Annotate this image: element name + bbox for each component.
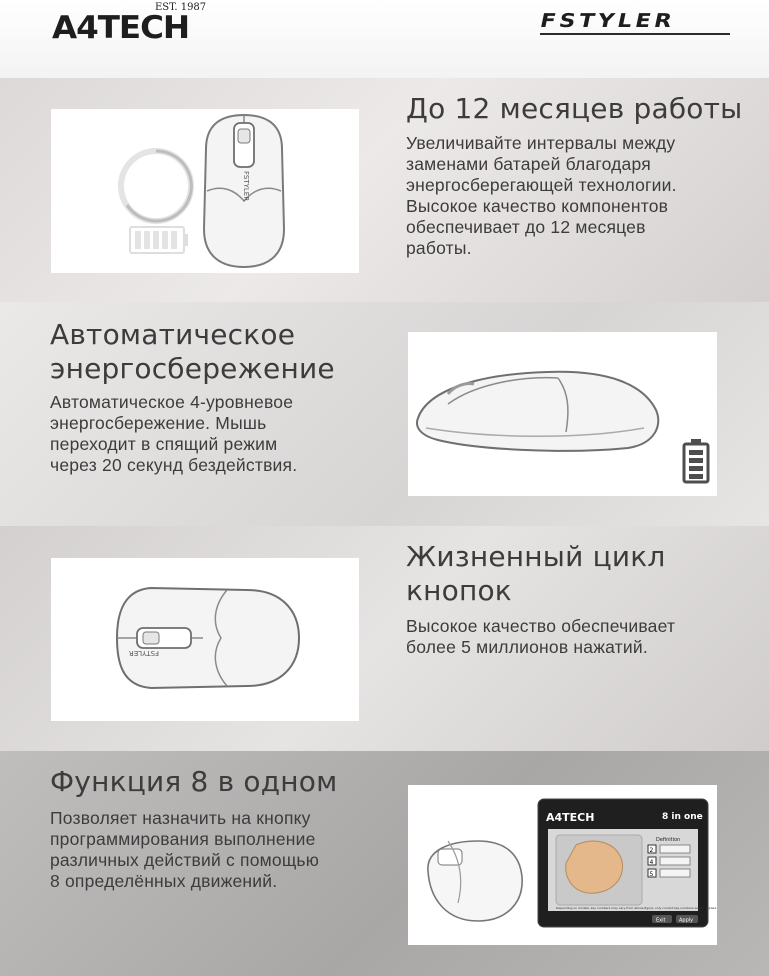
button-lifecycle-image	[51, 558, 359, 721]
feature-8-in-one	[0, 751, 769, 976]
key-number-4: 4	[649, 859, 654, 866]
feature-auto-power-saving	[0, 302, 769, 526]
a4tech-logo	[52, 4, 212, 44]
key-number-2: 2	[649, 847, 654, 854]
eight-in-one-image	[408, 785, 717, 945]
feature-button-lifecycle	[0, 526, 769, 751]
power-saving-image	[408, 332, 717, 496]
brand-established: EST. 1987	[155, 2, 207, 13]
exit-button[interactable]: Exit	[656, 917, 666, 924]
mouse-rotated-view-icon	[117, 588, 299, 688]
eight-in-one-heading: Функция 8 в одном	[50, 765, 338, 798]
mouse-top-view-icon	[204, 115, 284, 267]
fstyler-logo: FSTYLER	[538, 10, 678, 32]
battery-life-description: Увеличивайте интервалы между заменами батарей благодаря энергосберегающей технологии. Высокое качество компонентов обеспечивает до 12 месяцев работы.	[406, 133, 677, 258]
feature-battery-life	[0, 78, 769, 302]
mouse-sketch-icon	[428, 841, 522, 921]
power-saving-description: Автоматическое 4-уровневое энергосбережение. Мышь переходит в спящий режим через 20 секунд бездействия.	[50, 392, 298, 475]
svg-text:FSTYLER: FSTYLER	[128, 649, 159, 657]
button-lifecycle-heading: Жизненный цикл кнопок	[406, 540, 666, 607]
button-lifecycle-description: Высокое качество обеспечивает более 5 миллионов нажатий.	[406, 616, 676, 657]
power-saving-heading: Автоматическое энергосбережение	[50, 318, 335, 385]
key-number-5: 5	[649, 871, 654, 878]
battery-life-image	[51, 109, 359, 273]
hint-text: Depending on models, key numbers may vary from above figure, only current key numbers will be applied.	[556, 906, 717, 910]
battery-life-heading: До 12 месяцев работы	[406, 92, 743, 125]
definition-label: Definition	[656, 837, 681, 843]
logo-underline	[540, 33, 730, 35]
software-brand: A4TECH	[546, 811, 595, 824]
brand-name: A4TECH	[52, 10, 190, 46]
battery-full-icon	[684, 439, 708, 482]
software-badge: 8 in one	[662, 812, 703, 822]
apply-button[interactable]: Apply	[679, 917, 694, 924]
mouse-side-view-icon	[417, 372, 658, 451]
svg-text:FSTYLER: FSTYLER	[242, 171, 250, 202]
eight-in-one-description: Позволяет назначить на кнопку программирования выполнение различных действий с помощью 8 определённых движений.	[50, 808, 320, 891]
page-header	[0, 0, 769, 78]
